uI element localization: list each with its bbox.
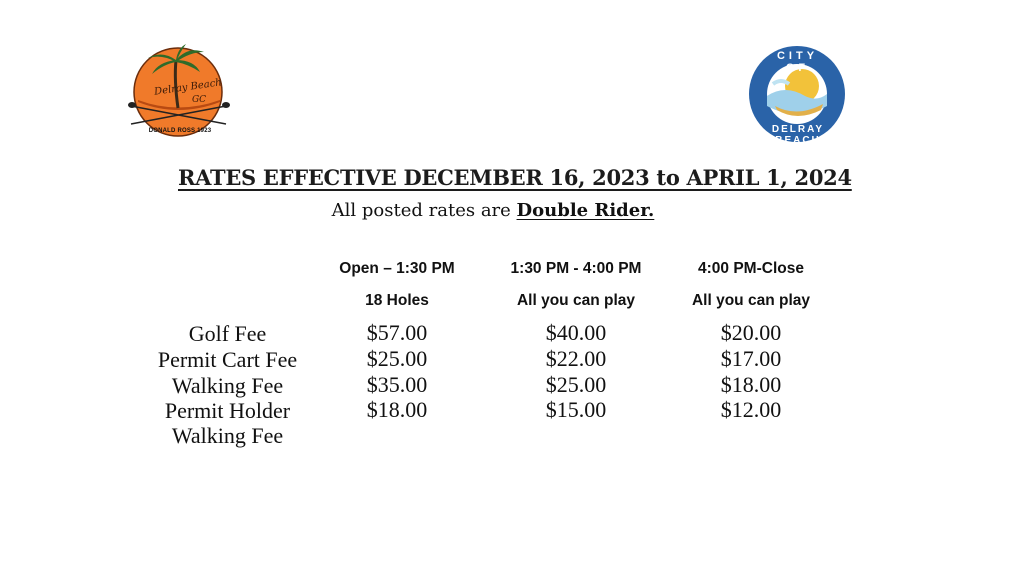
row-label-walking-fee: Walking Fee xyxy=(171,373,284,398)
seal-text-bottom: DELRAY BEACH xyxy=(771,124,825,146)
walking-fee-col1: $35.00 xyxy=(366,372,428,397)
column-2-note: All you can play xyxy=(516,292,635,309)
subheading-emphasis: Double Rider. xyxy=(516,200,655,221)
column-2-time: 1:30 PM - 4:00 PM xyxy=(510,260,642,277)
permit-cart-fee-col2: $22.00 xyxy=(545,346,607,371)
logo-left-caption: DONALD ROSS 1923 xyxy=(148,128,212,134)
golf-fee-col3: $20.00 xyxy=(720,320,782,345)
permit-cart-fee-col3: $17.00 xyxy=(720,346,782,371)
walking-fee-col3: $18.00 xyxy=(720,372,782,397)
delray-beach-gc-logo xyxy=(128,40,238,145)
golf-fee-col2: $40.00 xyxy=(545,320,607,345)
rates-subheading xyxy=(178,200,808,221)
permit-holder-col3: $12.00 xyxy=(720,397,782,422)
column-3-note: All you can play xyxy=(691,292,810,309)
permit-holder-col1: $18.00 xyxy=(366,397,428,422)
city-of-delray-beach-seal xyxy=(745,44,850,144)
column-1-time: Open – 1:30 PM xyxy=(339,260,455,277)
logo-left-text-line2: GC xyxy=(191,95,207,105)
permit-holder-col2: $15.00 xyxy=(545,397,607,422)
seal-text-top: CITY OF xyxy=(776,50,819,74)
row-label-permit-cart-fee: Permit Cart Fee xyxy=(157,347,298,372)
column-3-time: 4:00 PM-Close xyxy=(698,260,804,277)
column-1-note: 18 Holes xyxy=(365,292,429,309)
golf-fee-col1: $57.00 xyxy=(366,320,428,345)
permit-cart-fee-col1: $25.00 xyxy=(366,346,428,371)
subheading-prefix: All posted rates are xyxy=(331,200,517,221)
row-label-walking-fee-2: Walking Fee xyxy=(171,423,284,448)
row-label-permit-holder: Permit Holder xyxy=(164,398,291,423)
walking-fee-col2: $25.00 xyxy=(545,372,607,397)
rates-heading: RATES EFFECTIVE DECEMBER 16, 2023 to APRIL 1, 2024 xyxy=(178,165,852,190)
logo-left-text-line1: Delray Beach xyxy=(153,77,223,98)
row-label-golf-fee: Golf Fee xyxy=(188,321,267,346)
